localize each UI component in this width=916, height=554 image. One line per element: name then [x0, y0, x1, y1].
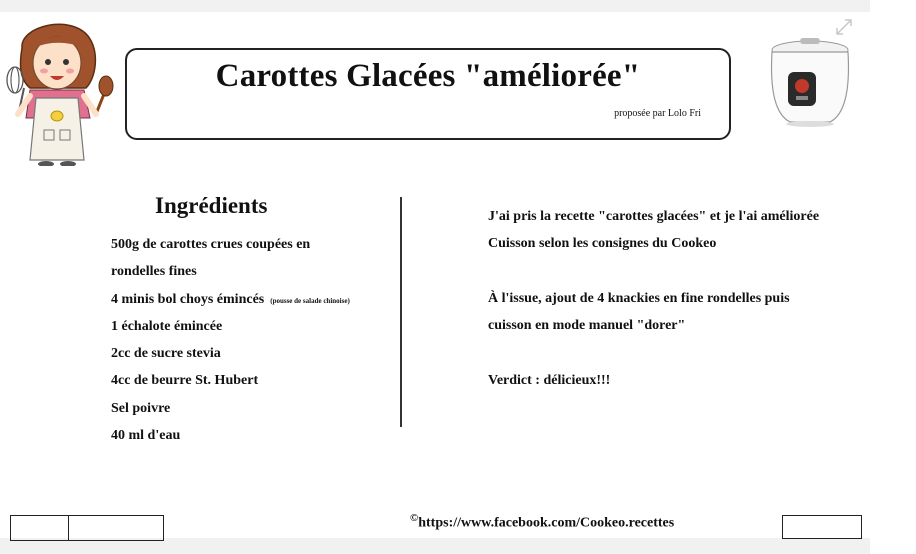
- title-box: [125, 48, 731, 140]
- note-line: J'ai pris la recette "carottes glacées" et je l'ai améliorée: [488, 209, 820, 224]
- ingredient-item: 40 ml d'eau: [111, 428, 181, 444]
- note-line: Verdict : délicieux!!!: [488, 372, 611, 388]
- note-line: [488, 263, 819, 290]
- recipe-notes: [488, 208, 819, 399]
- recipe-title: Carottes Glacées "améliorée": [215, 58, 641, 94]
- ingredient-item: rondelles fines: [111, 264, 197, 280]
- ingredient-item: 4cc de beurre St. Hubert: [111, 373, 259, 389]
- ingredient-item: 500g de carottes crues coupées en: [111, 237, 311, 252]
- ingredients-heading: Ingrédients: [155, 193, 268, 218]
- bottom-right-box[interactable]: [782, 515, 862, 539]
- cookeo-cooker-image: [760, 36, 860, 128]
- note-line: cuisson en mode manuel "dorer": [488, 318, 686, 334]
- ingredient-item: 4 minis bol choys émincés (pousse de salade chinoise): [111, 291, 350, 307]
- bottom-left-box-2[interactable]: [69, 516, 163, 540]
- ingredient-item: 2cc de sucre stevia: [111, 346, 221, 362]
- footer-url[interactable]: https://www.facebook.com/Cookeo.recettes: [418, 515, 675, 531]
- top-strip: [0, 0, 870, 12]
- note-line: À l'issue, ajout de 4 knackies en fine rondelles puis: [488, 290, 790, 306]
- column-divider: [400, 197, 402, 427]
- expand-icon[interactable]: [835, 18, 853, 36]
- footer-credit: [410, 512, 674, 532]
- ingredients-list: [111, 236, 350, 454]
- bottom-left-controls: [10, 515, 164, 541]
- bottom-left-box-1[interactable]: [11, 516, 69, 540]
- copyright-symbol: ©: [410, 512, 419, 524]
- recipe-byline: proposée par Lolo Fri: [614, 108, 701, 119]
- note-line: Cuisson selon les consignes du Cookeo: [488, 236, 717, 252]
- ingredient-item: 1 échalote émincée: [111, 318, 223, 334]
- ingredient-note: (pousse de salade chinoise): [270, 296, 350, 305]
- ingredient-item: Sel poivre: [111, 400, 171, 416]
- chef-illustration: [0, 18, 118, 166]
- note-line: [488, 344, 819, 371]
